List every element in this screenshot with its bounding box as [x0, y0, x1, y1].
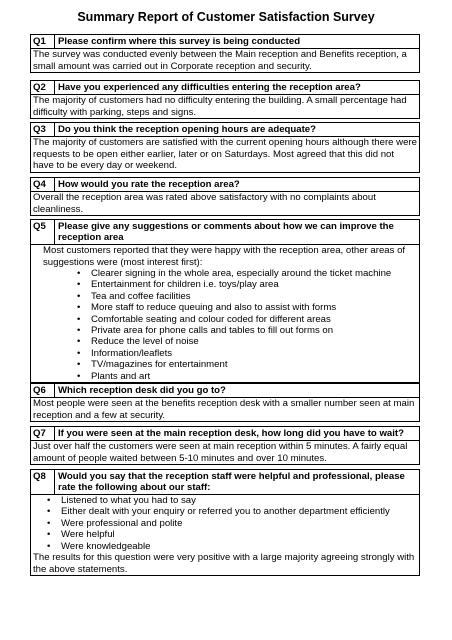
answer-text: Overall the reception area was rated above satisfactory with no complaints about cleanliness. — [33, 192, 376, 215]
answer-text: The survey was conducted evenly between the Main reception and Benefits reception, a small amount was carried out in Corporate reception and security. — [33, 49, 407, 72]
list-item: • Listened to what you had to say — [61, 495, 419, 506]
question-text: Would you say that the reception staff were helpful and professional, please rate the following about our staff: — [58, 471, 405, 493]
question-text: How would you rate the reception area? — [58, 179, 240, 190]
question-header — [31, 123, 419, 137]
question-number: Q3 — [31, 123, 55, 136]
question-block-q3 — [30, 122, 420, 173]
question-header — [31, 384, 419, 398]
question-block-q4 — [30, 177, 420, 216]
question-number: Q1 — [31, 35, 55, 48]
answer-text: The results for this question were very positive with a large majority agreeing strongly with the above statements. — [33, 552, 415, 575]
staff-rating-list — [31, 495, 419, 552]
answer-text: The majority of customers are satisfied with the current opening hours although there were requests to be open either earlier, later or on Saturdays. Most agreed that this did not have to be every day or weekend. — [33, 137, 417, 171]
question-block-q8 — [30, 469, 420, 576]
list-item: • Comfortable seating and colour coded for different areas — [91, 314, 419, 325]
answer-text: Most people were seen at the benefits reception desk with a smaller number seen at main reception and a few at security. — [33, 398, 415, 421]
question-number: Q2 — [31, 81, 55, 94]
question-block-q7 — [30, 426, 420, 465]
question-text: If you were seen at the main reception desk, how long did you have to wait? — [58, 428, 404, 439]
answer-text: Most customers reported that they were happy with the reception area, other areas of suggestions were (most interest first): — [43, 245, 406, 268]
list-item: • Were helpful — [61, 529, 419, 540]
question-text: Please give any suggestions or comments about how we can improve the reception area — [58, 221, 394, 243]
suggestion-list — [31, 268, 419, 382]
list-item: • Were professional and polite — [61, 518, 419, 529]
question-header — [31, 470, 419, 495]
question-header — [31, 220, 419, 245]
question-number: Q6 — [31, 384, 55, 397]
question-text: Please confirm where this survey is being conducted — [58, 36, 301, 47]
question-number: Q5 — [31, 220, 55, 244]
question-block-q2 — [30, 80, 420, 119]
question-block-q6 — [30, 383, 420, 422]
question-text: Which reception desk did you go to? — [58, 385, 226, 396]
answer-text: Just over half the customers were seen at main reception within 5 minutes. A fairly equal amount of people waited between 5-10 minutes and over 10 minutes. — [33, 441, 408, 464]
list-item: • TV/magazines for entertainment — [91, 359, 419, 370]
question-header — [31, 35, 419, 49]
question-block-q1 — [30, 34, 420, 73]
question-number: Q4 — [31, 178, 55, 191]
question-header — [31, 81, 419, 95]
question-header — [31, 427, 419, 441]
list-item: • Were knowledgeable — [61, 541, 419, 552]
answer-text: The majority of customers had no difficulty entering the building. A small percentage had difficulty with parking, steps and signs. — [33, 95, 407, 118]
question-text: Have you experienced any difficulties entering the reception area? — [58, 82, 361, 93]
list-item: • Tea and coffee facilities — [91, 291, 419, 302]
page-title: Summary Report of Customer Satisfaction Survey — [77, 10, 375, 24]
list-item: • More staff to reduce queuing and also to assist with forms — [91, 302, 419, 313]
list-item: • Reduce the level of noise — [91, 336, 419, 347]
list-item: • Either dealt with your enquiry or referred you to another department efficiently — [61, 506, 419, 517]
question-number: Q8 — [31, 470, 55, 494]
question-number: Q7 — [31, 427, 55, 440]
question-block-q5 — [30, 219, 420, 383]
list-item: • Private area for phone calls and tables to fill out forms on — [91, 325, 419, 336]
list-item: • Information/leaflets — [91, 348, 419, 359]
question-text: Do you think the reception opening hours are adequate? — [58, 124, 316, 135]
question-header — [31, 178, 419, 192]
list-item: • Clearer signing in the whole area, especially around the ticket machine — [91, 268, 419, 279]
list-item: • Plants and art — [91, 371, 419, 382]
list-item: • Entertainment for children i.e. toys/play area — [91, 279, 419, 290]
